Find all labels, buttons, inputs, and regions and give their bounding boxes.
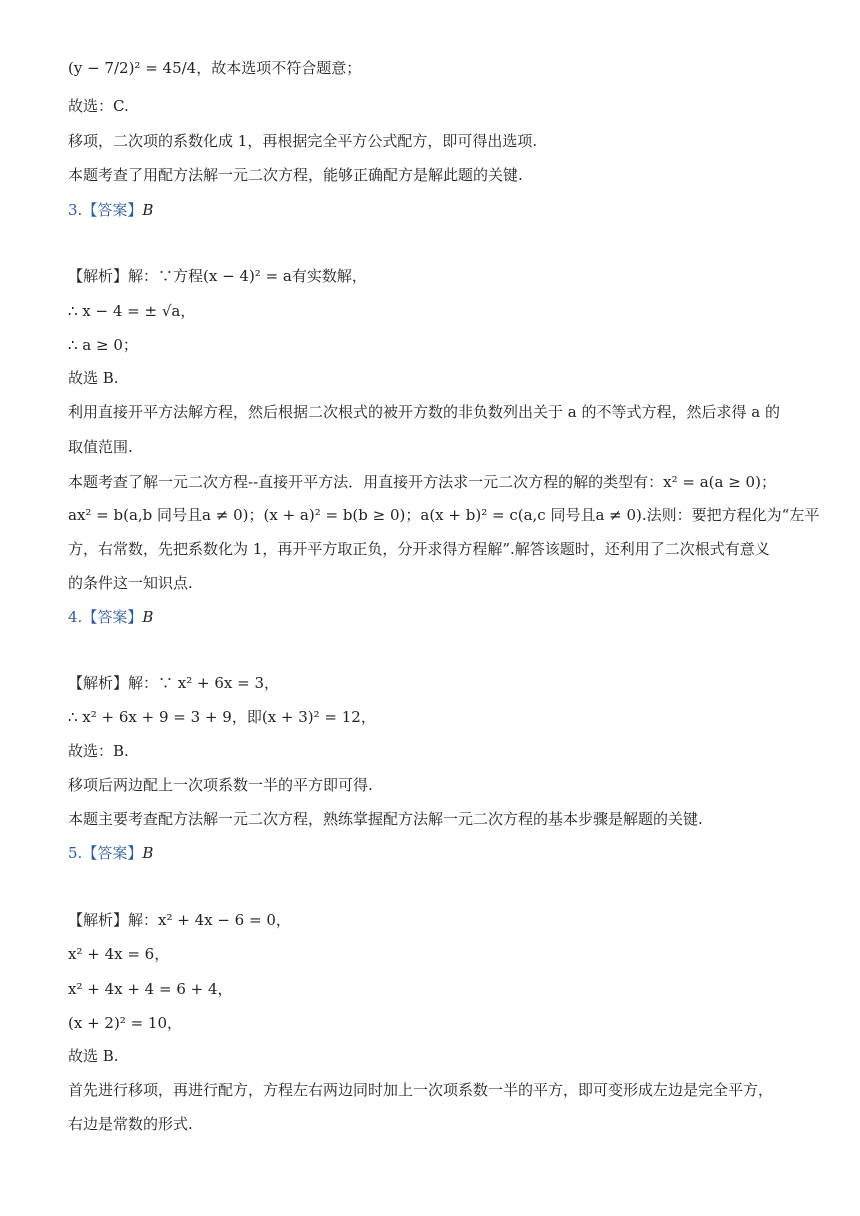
analysis-line: 【解析】解：∵ x² + 6x = 3， [68, 674, 279, 692]
analysis-line: 故选 B. [68, 369, 119, 387]
answer-value: B [142, 201, 154, 219]
analysis-line: (x + 2)² = 10， [68, 1014, 183, 1032]
analysis-line: 右边是常数的形式. [68, 1115, 193, 1133]
analysis-line: ax² = b(a,b 同号且a ≠ 0)；(x + a)² = b(b ≥ 0)；a(x + b)² = c(a,c 同号且a ≠ 0).法则：要把方程化为“左平 [68, 506, 820, 524]
text-line: 故选：C. [68, 97, 129, 115]
text-line: 本题考查了用配方法解一元二次方程，能够正确配方是解此题的关键. [68, 166, 523, 184]
analysis-line: 利用直接开平方法解方程，然后根据二次根式的被开方数的非负数列出关于 a 的不等式方程，然后求得 a 的 [68, 403, 780, 421]
analysis-line: x² + 4x + 4 = 6 + 4， [68, 980, 233, 998]
answer-heading-3 [68, 200, 153, 220]
text-line: 移项，二次项的系数化成 1，再根据完全平方公式配方，即可得出选项. [68, 132, 538, 150]
analysis-line: 的条件这一知识点. [68, 574, 193, 592]
analysis-line: 首先进行移项，再进行配方，方程左右两边同时加上一次项系数一半的平方，即可变形成左边是完全平方， [68, 1081, 774, 1099]
analysis-line: 故选：B. [68, 742, 129, 760]
question-number: 3. [68, 201, 83, 219]
answer-heading-4 [68, 607, 153, 627]
answer-value: B [142, 844, 154, 862]
answer-tag: 【答案】 [82, 201, 143, 219]
answer-tag: 【答案】 [82, 608, 143, 626]
text-line: (y − 7/2)² = 45/4，故本选项不符合题意； [68, 59, 362, 77]
question-number: 5. [68, 844, 83, 862]
question-number: 4. [68, 608, 83, 626]
analysis-line: 【解析】解：x² + 4x − 6 = 0， [68, 911, 291, 929]
analysis-line: 移项后两边配上一次项系数一半的平方即可得. [68, 776, 373, 794]
analysis-line: 故选 B. [68, 1047, 119, 1065]
analysis-line: ∴ x² + 6x + 9 = 3 + 9，即(x + 3)² = 12， [68, 708, 376, 726]
analysis-line: 方，右常数，先把系数化为 1，再开平方取正负，分开求得方程解”.解答该题时，还利用了二次根式有意义 [68, 540, 770, 558]
analysis-line: ∴ a ≥ 0； [68, 336, 138, 354]
analysis-line: 取值范围. [68, 438, 133, 456]
analysis-line: 【解析】解：∵方程(x − 4)² = a有实数解， [68, 267, 367, 285]
answer-heading-5 [68, 843, 153, 863]
answer-value: B [142, 608, 154, 626]
analysis-line: 本题主要考查配方法解一元二次方程，熟练掌握配方法解一元二次方程的基本步骤是解题的关键. [68, 810, 703, 828]
answer-tag: 【答案】 [82, 844, 143, 862]
analysis-line: ∴ x − 4 = ± √a， [68, 302, 196, 320]
analysis-line: 本题考查了解一元二次方程--直接开平方法．用直接开方法求一元二次方程的解的类型有：x² = a(a ≥ 0)； [68, 473, 776, 491]
analysis-line: x² + 4x = 6， [68, 945, 170, 963]
